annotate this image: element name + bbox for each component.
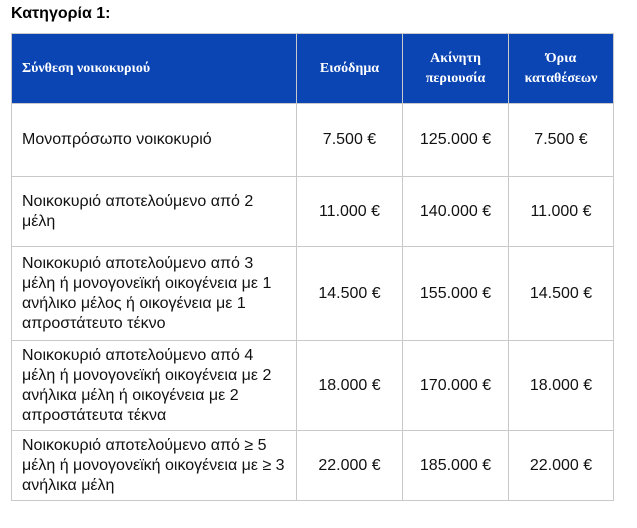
deposit-limit-cell: 14.500 €: [509, 247, 614, 341]
income-cell: 18.000 €: [297, 341, 403, 431]
header-household-composition: Σύνθεση νοικοκυριού: [12, 34, 297, 104]
deposit-limit-cell: 18.000 €: [509, 341, 614, 431]
table-row: [12, 431, 614, 501]
table-row: [12, 177, 614, 247]
header-property: Ακίνητη περιουσία: [403, 34, 509, 104]
table-header-row: [12, 34, 614, 104]
deposit-limit-cell: 22.000 €: [509, 431, 614, 501]
property-cell: 125.000 €: [403, 104, 509, 177]
income-cell: 7.500 €: [297, 104, 403, 177]
income-cell: 11.000 €: [297, 177, 403, 247]
property-cell: 170.000 €: [403, 341, 509, 431]
header-deposit-limits: Όρια καταθέσεων: [509, 34, 614, 104]
table-row: [12, 104, 614, 177]
property-cell: 185.000 €: [403, 431, 509, 501]
deposit-limit-cell: 11.000 €: [509, 177, 614, 247]
household-composition-cell: Νοικοκυριό αποτελούμενο από 3 μέλη ή μονογονεϊκή οικογένεια με 1 ανήλικο μέλος ή οικογένεια με 1 απροστάτευτο τέκνο: [12, 247, 297, 341]
table-row: [12, 247, 614, 341]
deposit-limit-cell: 7.500 €: [509, 104, 614, 177]
property-cell: 140.000 €: [403, 177, 509, 247]
household-composition-cell: Νοικοκυριό αποτελούμενο από ≥ 5 μέλη ή μονογονεϊκή οικογένεια με ≥ 3 ανήλικα μέλη: [12, 431, 297, 501]
household-composition-cell: Μονοπρόσωπο νοικοκυριό: [12, 104, 297, 177]
property-cell: 155.000 €: [403, 247, 509, 341]
household-composition-cell: Νοικοκυριό αποτελούμενο από 4 μέλη ή μονογονεϊκή οικογένεια με 2 ανήλικα μέλη ή οικογένεια με 2 απροστάτευτα τέκνα: [12, 341, 297, 431]
table-row: [12, 341, 614, 431]
income-cell: 22.000 €: [297, 431, 403, 501]
section-heading: Κατηγορία 1:: [11, 5, 111, 22]
income-cell: 14.500 €: [297, 247, 403, 341]
eligibility-table: [11, 33, 614, 501]
header-income: Εισόδημα: [297, 34, 403, 104]
household-composition-cell: Νοικοκυριό αποτελούμενο από 2 μέλη: [12, 177, 297, 247]
